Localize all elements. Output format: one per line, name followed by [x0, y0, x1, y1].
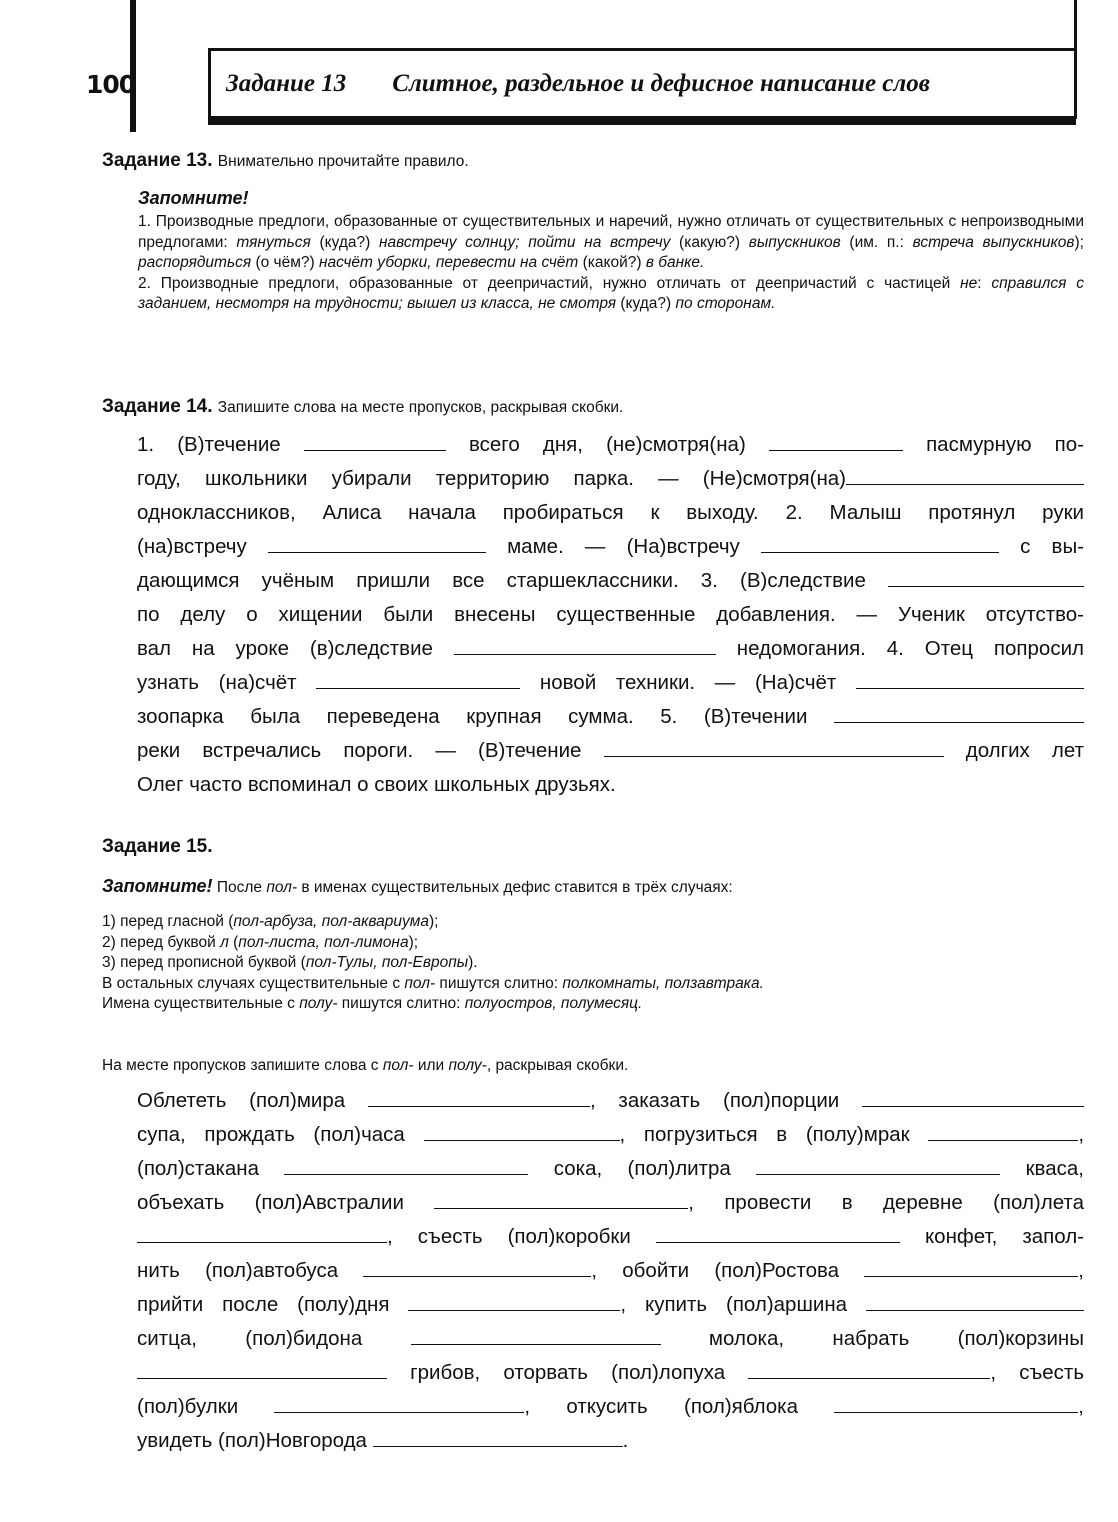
task14-instruction: Запишите слова на месте пропусков, раскрывая скобки. — [217, 399, 624, 416]
page-number: 100 — [86, 70, 136, 99]
ex15-line: Облететь (пол)мира , заказать (пол)порции — [137, 1084, 1084, 1118]
answer-blank[interactable] — [862, 1086, 1084, 1107]
rule-item: В остальных случаях существительные с пол- пишутся слитно: полкомнаты, ползавтрака. — [102, 974, 764, 992]
ex15-line: объехать (пол)Австралии , провести в деревне (пол)лета — [137, 1186, 1084, 1220]
task13-heading — [102, 150, 469, 172]
answer-blank[interactable] — [604, 736, 944, 757]
answer-blank[interactable] — [454, 634, 716, 655]
answer-blank[interactable] — [656, 1222, 900, 1243]
rule-2: 2. Производные предлоги, образованные от деепричастий, нужно отличать от деепричастий с частицей не: справился с заданием, несмотря на трудности; вышел из класса, не смотря (куда?) по сторонам. — [138, 274, 1084, 312]
ex14-line: 1. (В)течение всего дня, (не)смотря(на) пасмурную по- — [137, 428, 1084, 462]
ex14-line: Олег часто вспоминал о своих школьных друзьях. — [137, 773, 616, 796]
header-task-label: Задание 13 — [226, 70, 347, 97]
task13-instruction: Внимательно прочитайте правило. — [217, 153, 469, 170]
answer-blank[interactable] — [866, 1290, 1084, 1311]
rule-item: 2) перед буквой л (пол-листа, пол-лимона); — [102, 933, 419, 951]
task13-title: Задание 13. — [102, 150, 213, 171]
task13-remember: Запомните! — [138, 188, 249, 208]
task14-title: Задание 14. — [102, 396, 213, 417]
ex15-line: , съесть (пол)коробки конфет, запол- — [137, 1220, 1084, 1254]
ex14-line: (на)встречу маме. — (На)встречу с вы- — [137, 530, 1084, 564]
ex14-line: зоопарка была переведена крупная сумма. 5. (В)течении — [137, 700, 1084, 734]
ex14-line: дающимся учёным пришли все старшеклассники. 3. (В)следствие — [137, 564, 1084, 598]
ex15-line: увидеть (пол)Новгорода . — [137, 1424, 1084, 1458]
ex15-line: нить (пол)автобуса , обойти (пол)Ростова , — [137, 1254, 1084, 1288]
rule-item: Имена существительные с полу- пишутся слитно: полуостров, полумесяц. — [102, 995, 643, 1012]
answer-blank[interactable] — [928, 1120, 1078, 1141]
ex15-line: прийти после (полу)дня , купить (пол)аршина — [137, 1288, 1084, 1322]
ex15-line: грибов, оторвать (пол)лопуха , съесть — [137, 1356, 1084, 1390]
answer-blank[interactable] — [856, 668, 1084, 689]
ex14-line: вал на уроке (в)следствие недомогания. 4. Отец попросил — [137, 632, 1084, 666]
ex15-line: (пол)стакана сока, (пол)литра кваса, — [137, 1152, 1084, 1186]
answer-blank[interactable] — [268, 532, 486, 553]
rule-item: 1) перед гласной (пол-арбуза, пол-аквариума); — [102, 913, 439, 930]
answer-blank[interactable] — [434, 1188, 688, 1209]
rule-item: 3) перед прописной буквой (пол-Тулы, пол-Европы). — [102, 954, 478, 971]
rule-1: 1. Производные предлоги, образованные от существительных и наречий, нужно отличать от существительных с непроизводными предлогами: тянуться (куда?) навстречу солнцу; пойти на встречу (какую?) выпускников (им. п.: встреча выпускников); распорядиться (о чём?) насчёт уборки, перевести на счёт (какой?) в банке. — [138, 213, 1084, 271]
answer-blank[interactable] — [411, 1324, 661, 1345]
answer-blank[interactable] — [363, 1256, 591, 1277]
task14-heading — [102, 396, 623, 418]
answer-blank[interactable] — [284, 1154, 528, 1175]
answer-blank[interactable] — [748, 1358, 990, 1379]
answer-blank[interactable] — [137, 1222, 387, 1243]
header-frame-right — [1074, 0, 1077, 119]
ex14-line: узнать (на)счёт новой техники. — (На)счёт — [137, 666, 1084, 700]
task15-remember: Запомните! — [102, 876, 213, 896]
answer-blank[interactable] — [846, 464, 1084, 485]
answer-blank[interactable] — [834, 1392, 1078, 1413]
answer-blank[interactable] — [761, 532, 999, 553]
margin-rule — [130, 0, 136, 132]
task15-exercise — [137, 1084, 1084, 1458]
task14-exercise — [137, 428, 1084, 802]
header-frame-bottom — [208, 119, 1076, 125]
task15-rules — [102, 912, 1062, 1015]
ex14-line: по делу о хищении были внесены существенные добавления. — Ученик отсутство- — [137, 603, 1084, 626]
ex15-line: супа, прождать (пол)часа , погрузиться в (полу)мрак , — [137, 1118, 1084, 1152]
task15-remember-line: Запомните! После пол- в именах существительных дефис ставится в трёх случаях: — [102, 876, 733, 896]
task13-rules — [138, 212, 1084, 315]
ex14-line: одноклассников, Алиса начала пробираться к выходу. 2. Малыш протянул руки — [137, 501, 1084, 524]
answer-blank[interactable] — [834, 702, 1084, 723]
ex15-line: ситца, (пол)бидона молока, набрать (пол)корзины — [137, 1322, 1084, 1356]
answer-blank[interactable] — [373, 1426, 623, 1447]
ex15-line: (пол)булки , откусить (пол)яблока , — [137, 1390, 1084, 1424]
answer-blank[interactable] — [368, 1086, 590, 1107]
answer-blank[interactable] — [408, 1290, 620, 1311]
header-subtitle: Слитное, раздельное и дефисное написание слов — [392, 70, 930, 97]
answer-blank[interactable] — [864, 1256, 1078, 1277]
running-header — [226, 70, 930, 98]
answer-blank[interactable] — [424, 1120, 620, 1141]
answer-blank[interactable] — [756, 1154, 1000, 1175]
answer-blank[interactable] — [137, 1358, 387, 1379]
task15-instruction: На месте пропусков запишите слова с пол- или полу-, раскрывая скобки. — [102, 1057, 629, 1074]
answer-blank[interactable] — [304, 430, 446, 451]
answer-blank[interactable] — [769, 430, 903, 451]
ex14-line: году, школьники убирали территорию парка. — (Не)смотря(на) — [137, 462, 1084, 496]
task15-heading: Задание 15. — [102, 836, 213, 857]
answer-blank[interactable] — [274, 1392, 524, 1413]
ex14-line: реки встречались пороги. — (В)течение долгих лет — [137, 734, 1084, 768]
answer-blank[interactable] — [316, 668, 520, 689]
answer-blank[interactable] — [888, 566, 1084, 587]
